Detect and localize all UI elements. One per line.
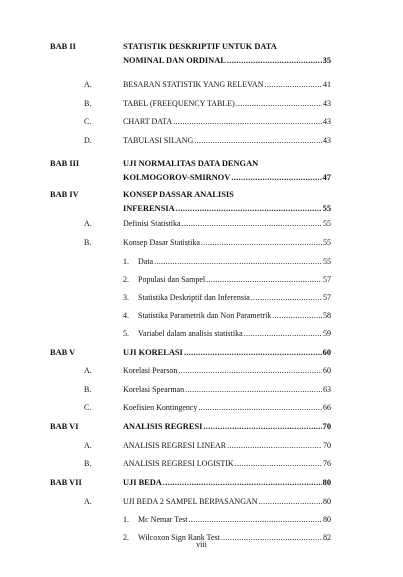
dot-leader: [227, 54, 322, 68]
toc-entry-line: [123, 97, 331, 111]
toc-entry: [0, 202, 403, 216]
entry-title: Data: [138, 257, 154, 266]
entry-label: 2.: [123, 275, 129, 284]
entry-title: Korelasi Pearson: [123, 366, 178, 375]
entry-label: 1.: [123, 515, 129, 524]
chapter-title: KONSEP DASSAR ANALISIS: [123, 190, 234, 199]
chapter-entry: [0, 346, 403, 360]
section-entry: [0, 495, 403, 509]
dot-leader: [264, 78, 322, 92]
entry-title: CHART DATA: [123, 117, 173, 126]
entry-title: BESARAN STATISTIK YANG RELEVAN: [123, 80, 264, 89]
page-ref: 55: [323, 257, 331, 266]
page-ref: 55: [323, 238, 331, 247]
entry-label: 5.: [123, 329, 129, 338]
entry-title: ANALISIS REGRESI: [123, 422, 203, 431]
toc-entry-line: [123, 236, 331, 250]
page-ref: 35: [322, 56, 331, 65]
dot-leader: [173, 115, 322, 129]
dot-leader: [176, 202, 322, 216]
item-entry: [0, 513, 403, 527]
entry-label: BAB VI: [50, 422, 79, 431]
toc-entry-line: [123, 495, 331, 509]
dot-leader: [154, 255, 322, 269]
dot-leader: [163, 476, 322, 490]
toc-entry-line: [123, 171, 331, 185]
toc-entry-line: [123, 439, 331, 453]
entry-title: Korelasi Spearman: [123, 385, 185, 394]
entry-label: B.: [84, 459, 92, 468]
entry-title: Statistika Parametrik dan Non Parametrik: [138, 311, 272, 320]
page-ref: 41: [323, 80, 331, 89]
entry-title: Konsep Dasar Statistika: [123, 238, 200, 247]
entry-title: Populasi dan Sampel: [138, 275, 206, 284]
section-entry: [0, 439, 403, 453]
section-entry: [0, 97, 403, 111]
section-entry: [0, 78, 403, 92]
section-entry: [0, 134, 403, 148]
entry-label: 1.: [123, 257, 129, 266]
toc-entry-line: [123, 217, 331, 231]
item-entry: [0, 327, 403, 341]
entry-label: B.: [84, 99, 92, 108]
toc-entry-line: [123, 457, 331, 471]
toc-entry-line: [123, 78, 331, 92]
page-ref: 76: [323, 459, 331, 468]
dot-leader: [235, 457, 322, 471]
toc-entry-line: [123, 134, 331, 148]
entry-label: 4.: [123, 311, 129, 320]
toc-entry-line: [138, 273, 331, 287]
chapter-label: BAB IV: [50, 190, 79, 199]
entry-title: ANALISIS REGRESI LINEAR: [123, 441, 227, 450]
section-entry: [0, 457, 403, 471]
entry-title: UJI BEDA: [123, 478, 162, 487]
entry-title: Mc Nemar Test: [138, 515, 188, 524]
entry-label: A.: [84, 80, 92, 89]
dot-leader: [259, 495, 322, 509]
toc-entry-line: [138, 291, 331, 305]
toc-entry-line: [123, 364, 331, 378]
section-entry: [0, 115, 403, 129]
item-entry: [0, 273, 403, 287]
chapter-entry: [0, 476, 403, 490]
section-entry: [0, 364, 403, 378]
entry-label: 3.: [123, 293, 129, 302]
chapter-title-continued: NOMINAL DAN ORDINAL: [123, 56, 226, 65]
toc-entry-line: [123, 420, 331, 434]
toc-entry-line: [138, 513, 331, 527]
page-ref: 59: [323, 329, 331, 338]
entry-title: TABEL (FREEQUENCY TABLE): [123, 99, 235, 108]
page-ref: 60: [323, 366, 331, 375]
dot-leader: [184, 346, 322, 360]
dot-leader: [189, 513, 323, 527]
dot-leader: [178, 364, 322, 378]
dot-leader: [194, 134, 322, 148]
toc-entry-line: [123, 115, 331, 129]
chapter-title: STATISTIK DESKRIPTIF UNTUK DATA: [123, 42, 277, 51]
section-entry: [0, 236, 403, 250]
dot-leader: [198, 401, 322, 415]
toc-entry-line: [138, 255, 331, 269]
entry-title: Koefisien Kontingency: [123, 403, 198, 412]
page-ref: 43: [323, 117, 331, 126]
section-entry: [0, 217, 403, 231]
entry-label: 2.: [123, 533, 129, 542]
dot-leader: [272, 309, 322, 323]
entry-label: BAB V: [50, 348, 76, 357]
page-ref: 70: [323, 441, 331, 450]
item-entry: [0, 291, 403, 305]
toc-entry-line: [123, 476, 331, 490]
toc-entry-line: [123, 383, 331, 397]
entry-title: Wilcoxon Sign Rank Test: [138, 533, 220, 542]
dot-leader: [251, 291, 322, 305]
chapter-label: BAB III: [50, 159, 80, 168]
page-ref: 47: [322, 173, 331, 182]
page-ref: 57: [323, 293, 331, 302]
toc-entry: [0, 54, 403, 68]
toc-entry-line: [138, 309, 331, 323]
page-ref: 80: [323, 515, 331, 524]
item-entry: [0, 309, 403, 323]
entry-label: B.: [84, 385, 92, 394]
entry-label: C.: [84, 403, 92, 412]
page-ref: 60: [322, 348, 331, 357]
entry-label: A.: [84, 441, 92, 450]
entry-label: A.: [84, 366, 92, 375]
entry-title: UJI KORELASI: [123, 348, 183, 357]
page-ref: 55: [322, 204, 331, 213]
dot-leader: [185, 383, 322, 397]
item-entry: [0, 255, 403, 269]
page-ref: 43: [323, 99, 331, 108]
dot-leader: [244, 327, 322, 341]
toc-entry: [0, 171, 403, 185]
entry-label: A.: [84, 497, 92, 506]
page-ref: 70: [322, 422, 331, 431]
page-ref: 80: [322, 478, 331, 487]
entry-title: UJI BEDA 2 SAMPEL BERPASANGAN: [123, 497, 258, 506]
toc-entry-line: [123, 346, 331, 360]
page-ref: 66: [323, 403, 331, 412]
dot-leader: [236, 97, 322, 111]
page-ref: 63: [323, 385, 331, 394]
entry-title: ANALISIS REGRESI LOGISTIK: [123, 459, 234, 468]
page-ref: 82: [323, 533, 331, 542]
chapter-title-continued: INFERENSIA: [123, 204, 175, 213]
entry-title: Statistika Deskriptif dan Inferensia: [138, 293, 250, 302]
entry-label: BAB VII: [50, 478, 82, 487]
page-ref: 80: [323, 497, 331, 506]
section-entry: [0, 401, 403, 415]
entry-label: D.: [84, 136, 92, 145]
dot-leader: [231, 171, 321, 185]
page-ref: 58: [323, 311, 331, 320]
toc-entry-line: [123, 54, 331, 68]
entry-title: TABULASI SILANG: [123, 136, 194, 145]
chapter-title: UJI NORMALITAS DATA DENGAN: [123, 159, 259, 168]
entry-label: A.: [84, 219, 92, 228]
toc-entry-line: [123, 202, 331, 216]
entry-title: Definisi Statistika: [123, 219, 181, 228]
dot-leader: [227, 439, 322, 453]
page-ref: 43: [323, 136, 331, 145]
dot-leader: [203, 420, 321, 434]
section-entry: [0, 383, 403, 397]
page-ref: 55: [323, 219, 331, 228]
toc-entry-line: [138, 327, 331, 341]
chapter-title-continued: KOLMOGOROV-SMIRNOV: [123, 173, 231, 182]
chapter-label: BAB II: [50, 42, 76, 51]
dot-leader: [201, 236, 322, 250]
page-number: viii: [196, 540, 207, 549]
dot-leader: [206, 273, 322, 287]
page-ref: 57: [323, 275, 331, 284]
entry-title: Variabel dalam analisis statistika: [138, 329, 243, 338]
entry-label: B.: [84, 238, 92, 247]
toc-entry-line: [123, 401, 331, 415]
dot-leader: [182, 217, 322, 231]
entry-label: C.: [84, 117, 92, 126]
chapter-entry: [0, 420, 403, 434]
